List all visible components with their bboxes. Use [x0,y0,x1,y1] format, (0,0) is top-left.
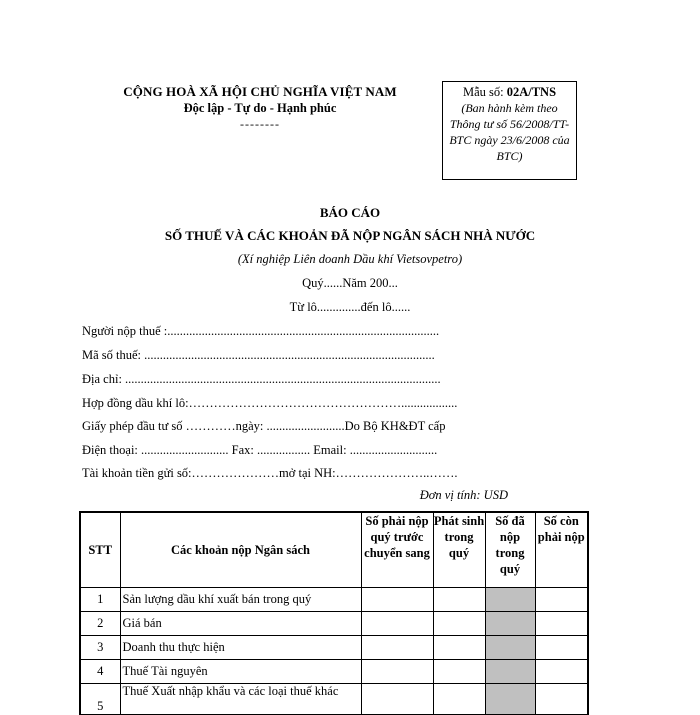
form-code-label: Mẫu số: [462,85,507,99]
contract-field: Hợp đồng dầu khí lô:…………………………………………….................. [82,396,458,410]
row-item: Sản lượng dầu khí xuất bán trong quý [120,587,361,611]
tax-code-field: Mã số thuế: ............................................................................................. [82,348,435,362]
account-field: Tài khoản tiền gửi số:…………………mở tại NH:…………………..……. [82,466,458,480]
national-motto: Độc lập - Tự do - Hạnh phúc [183,101,337,115]
header-paid: Số đã nộp trong quý [485,512,535,587]
row-carried-cell [361,635,433,659]
row-item: Doanh thu thực hiện [120,635,361,659]
header-carried: Số phải nộp quý trước chuyển sang [361,512,433,587]
table-row [80,635,588,659]
block-range: Từ lô..............đến lô...... [289,300,411,314]
row-arising-cell [433,659,485,683]
national-header [95,83,425,131]
row-remaining-cell [535,659,588,683]
row-arising-cell [433,683,485,714]
country-name: CỘNG HOÀ XÃ HỘI CHỦ NGHĨA VIỆT NAM [123,84,397,99]
row-paid-cell [485,587,535,611]
row-remaining-cell [535,683,588,714]
row-carried-cell [361,611,433,635]
header-remaining: Số còn phải nộp [535,512,588,587]
row-remaining-cell [535,611,588,635]
row-paid-cell [485,659,535,683]
budget-table [79,511,589,715]
row-item: Thuế Tài nguyên [120,659,361,683]
row-item: Giá bán [120,611,361,635]
report-subtitle: SỐ THUẾ VÀ CÁC KHOẢN ĐÃ NỘP NGÂN SÁCH NHÀ NƯỚC [164,228,536,243]
header-item: Các khoản nộp Ngân sách [120,512,361,587]
header-separator: -------- [240,117,280,131]
row-carried-cell [361,587,433,611]
table-row [80,587,588,611]
contact-field: Điện thoại: ............................ Fax: ................. Email: ............................ [82,443,438,457]
header-arising: Phát sinh trong quý [433,512,485,587]
row-stt: 5 [80,683,120,714]
form-code-box [442,81,577,180]
row-paid-cell [485,611,535,635]
unit-label: Đơn vị tính: USD [419,488,508,502]
table-row [80,659,588,683]
row-stt: 4 [80,659,120,683]
row-paid-cell [485,635,535,659]
enterprise-name: (Xí nghiệp Liên doanh Dầu khí Vietsovpetro) [237,252,463,266]
row-stt: 2 [80,611,120,635]
row-paid-cell [485,683,535,714]
row-stt: 3 [80,635,120,659]
issued-note: (Ban hành kèm theo Thông tư số 56/2008/TT-BTC ngày 23/6/2008 của BTC) [449,101,570,163]
row-remaining-cell [535,587,588,611]
row-stt: 1 [80,587,120,611]
address-field: Địa chỉ: ..................................................................................................... [82,372,441,386]
form-code-value: 02A/TNS [506,85,557,99]
row-remaining-cell [535,635,588,659]
table-row [80,683,588,714]
row-arising-cell [433,587,485,611]
taxpayer-field: Người nộp thuế :....................................................................................... [82,324,440,338]
header-stt: STT [80,512,120,587]
report-title: BÁO CÁO [319,205,381,220]
row-arising-cell [433,635,485,659]
row-arising-cell [433,611,485,635]
license-field: Giấy phép đầu tư số …………ngày: .........................Do Bộ KH&ĐT cấp [82,419,446,433]
table-header-row [80,512,588,587]
report-period: Quý......Năm 200... [302,276,398,290]
row-carried-cell [361,659,433,683]
row-carried-cell [361,683,433,714]
table-row [80,611,588,635]
form-code [443,84,576,100]
row-item: Thuế Xuất nhập khẩu và các loại thuế khác [120,683,361,714]
